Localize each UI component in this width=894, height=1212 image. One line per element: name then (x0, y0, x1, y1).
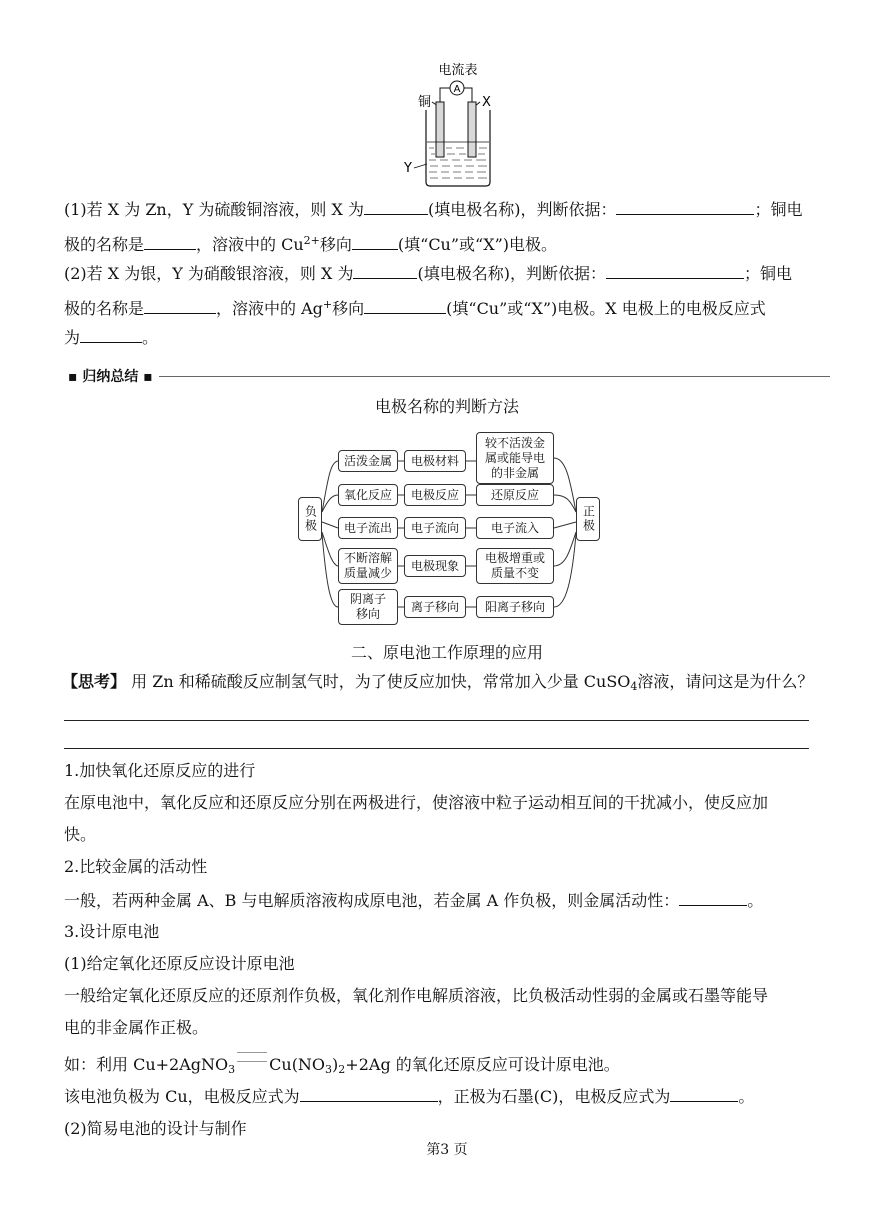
q1-basis-blank[interactable] (616, 198, 754, 215)
diagram-row5-left: 阴离子移向 (338, 589, 398, 625)
summary-header (64, 366, 830, 386)
think-tag: 【思考】 (62, 672, 127, 691)
q2-line2: 极的名称是 ，溶液中的 Ag+移向 (填“Cu”或“X”)电极。X 电极上的电极反应式 (64, 298, 766, 318)
q1-line2: 极的名称是 ，溶液中的 $Cu^{2+}$移向 (填“Cu”或“X”)电极。 (64, 234, 558, 254)
diagram-row3-right: 电子流入 (476, 517, 554, 539)
diagram-row3-left: 电子流出 (338, 517, 398, 539)
summary-divider (159, 376, 830, 377)
p2-title: 2.比较金属的活动性 (64, 857, 208, 876)
p3-sub1: (1)给定氧化还原反应设计原电池 (64, 954, 295, 973)
galvanic-cell-drawing (400, 62, 510, 190)
q1-line1: (1)若 X 为 Zn，Y 为硫酸铜溶液，则 X 为 (填电极名称)，判断依据： ；铜电 (64, 200, 803, 219)
diagram-row2-right: 还原反应 (476, 484, 554, 506)
q2-basis-blank[interactable] (606, 262, 744, 279)
p3-line2: 电的非金属作正极。 (64, 1018, 209, 1037)
section2-title: 二、原电池工作原理的应用 (350, 643, 543, 662)
p1-title: 1.加快氧化还原反应的进行 (64, 761, 256, 780)
copper-electrode-label: 铜 (418, 95, 432, 110)
q2-equation-blank[interactable] (80, 326, 142, 343)
positive-electrode-box: 正极 (576, 497, 600, 541)
q1-copper-name-blank[interactable] (144, 233, 196, 250)
q2-ion-direction-blank[interactable] (364, 297, 446, 314)
equation-line: 如：利用 Cu+2AgNO$_3$ $Cu(NO_3)_2+2Ag$ 的氧化还原反应可设计原电池。 (64, 1052, 620, 1081)
diagram-row4-left: 不断溶解质量减少 (338, 548, 398, 584)
diagram-row5-right: 阳离子移向 (476, 596, 554, 618)
q1-electrode-name-blank[interactable] (364, 198, 428, 215)
equation-equals-sign (237, 1052, 267, 1062)
diagram-row2-mid: 电极反应 (404, 484, 466, 506)
ammeter-symbol: A (453, 84, 461, 95)
q1-ion-direction-blank[interactable] (352, 233, 398, 250)
q2-line1: (2)若 X 为银，Y 为硝酸银溶液，则 X 为 (填电极名称)，判断依据： ；铜电 (64, 264, 792, 283)
diagram-title: 电极名称的判断方法 (374, 397, 519, 416)
diagram-row5-mid: 离子移向 (404, 596, 466, 618)
q2-copper-name-blank[interactable] (144, 297, 216, 314)
ammeter-label: 电流表 (438, 63, 478, 78)
p2-line: 一般，若两种金属 A、B 与电解质溶液构成原电池，若金属 A 作负极，则金属活动性： 。 (64, 891, 764, 910)
answer-line-2[interactable] (64, 748, 809, 749)
p3-line1: 一般给定氧化还原反应的还原剂作负极，氧化剂作电解质溶液，比负极活动性弱的金属或石墨等能导 (64, 986, 769, 1005)
diagram-row4-mid: 电极现象 (404, 555, 466, 577)
answer-line-1[interactable] (64, 720, 809, 721)
cell-equation-line: 该电池负极为 Cu，电极反应式为 ，正极为石墨(C)，电极反应式为 。 (64, 1087, 755, 1106)
x-electrode-label: X (482, 95, 491, 110)
galvanic-cell-figure (400, 62, 510, 190)
diagram-row1-left: 活泼金属 (338, 450, 398, 472)
diagram-row2-left: 氧化反应 (338, 484, 398, 506)
summary-label: ▪ 归纳总结 ▪ (68, 366, 161, 386)
diagram-row4-right: 电极增重或质量不变 (476, 548, 554, 584)
negative-electrode-box: 负极 (298, 497, 322, 541)
positive-equation-blank[interactable] (670, 1085, 738, 1102)
negative-equation-blank[interactable] (300, 1085, 438, 1102)
p3-title: 3.设计原电池 (64, 922, 160, 941)
p2-activity-blank[interactable] (679, 889, 747, 906)
q2-line3: 为 。 (64, 328, 159, 347)
diagram-row1-mid: 电极材料 (404, 450, 466, 472)
diagram-row1-right: 较不活泼金属或能导电的非金属 (476, 432, 554, 484)
diagram-row3-mid: 电子流向 (404, 517, 466, 539)
think-question: 【思考】 用 Zn 和稀硫酸反应制氢气时，为了使反应加快，常常加入少量 CuSO$_4$溶液，请问这是为什么？ (62, 672, 814, 693)
page-footer: 第3 页 (426, 1142, 468, 1158)
q2-electrode-name-blank[interactable] (353, 262, 417, 279)
solution-label: Y (404, 161, 412, 176)
p1-line2: 快。 (64, 825, 97, 844)
p3-sub2: (2)简易电池的设计与制作 (64, 1119, 247, 1138)
p1-line1: 在原电池中，氧化反应和还原反应分别在两极进行，使溶液中粒子运动相互间的干扰减小，使反应加 (64, 793, 769, 812)
